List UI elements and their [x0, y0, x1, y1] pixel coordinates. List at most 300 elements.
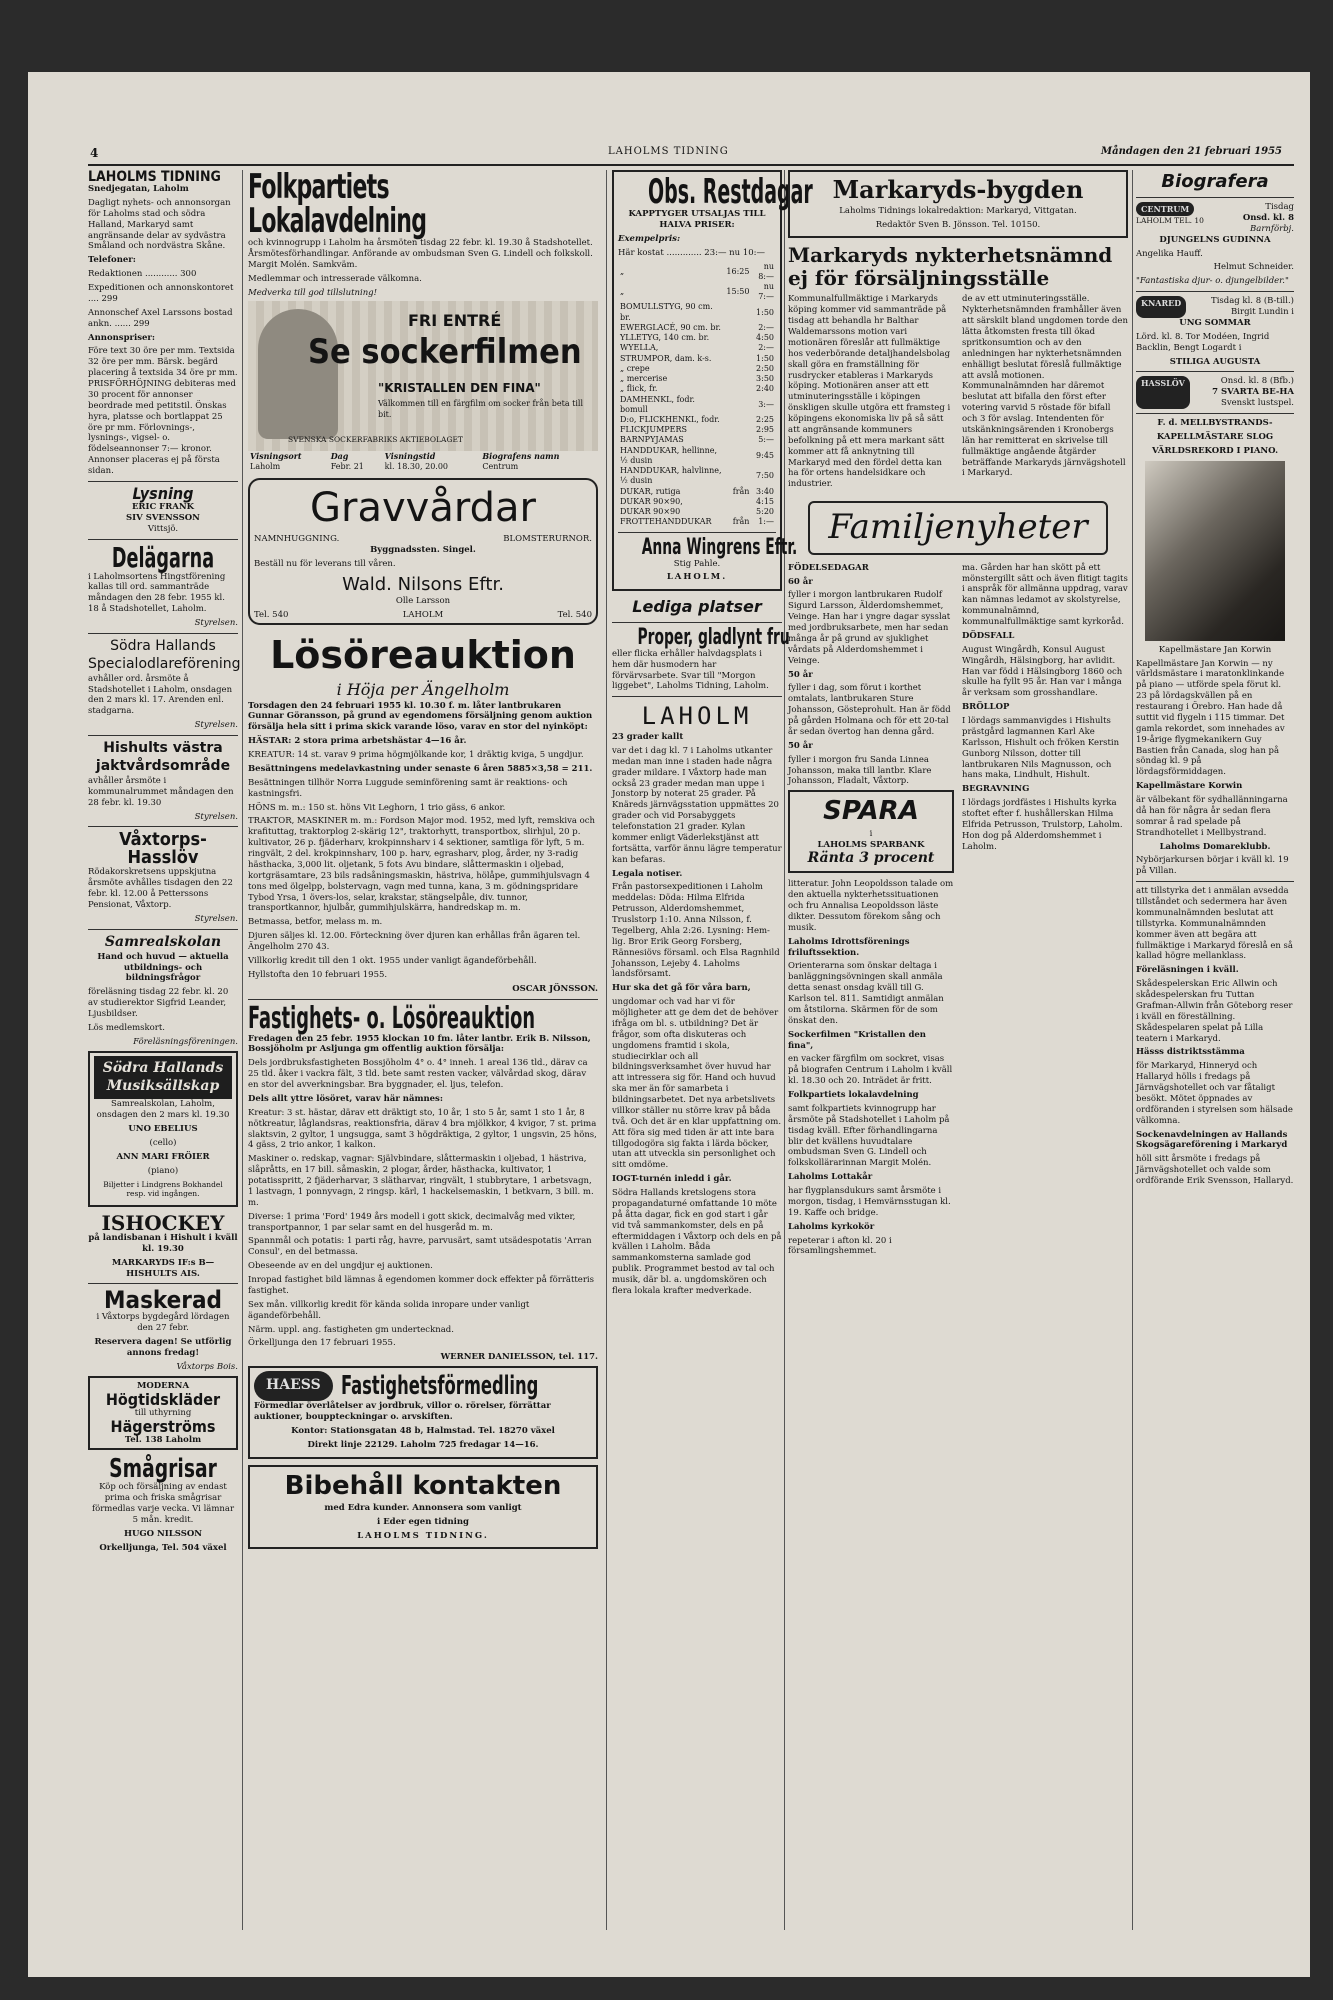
price-cell: 16:25: [726, 266, 750, 276]
korwin-photo: [1145, 461, 1285, 641]
price-cell: 4:50: [756, 333, 774, 343]
price-cell: 7:50: [756, 471, 774, 481]
show-time: Tisdag kl. 8 (B-till.): [1211, 296, 1294, 307]
show-time: Onsd. kl. 8 (Bfb.): [1220, 376, 1294, 387]
price-cell: 9:45: [756, 450, 774, 460]
musik-instrument: (cello): [149, 1138, 177, 1149]
price-cell: [724, 507, 751, 517]
price-row: [618, 323, 776, 333]
price-cell: 2:50: [756, 363, 774, 373]
news-text: för Markaryd, Hinneryd och Hallaryd hölls i fredags på Järnvägshotellet och var fåtaligt besökt. Mötet öppnades av ordföranden i styrelsen som hälsade välkomna.: [1136, 1061, 1293, 1126]
mellby-heading: F. d. MELLBYSTRANDS-: [1157, 418, 1273, 429]
fri-entre: FRI ENTRÉ: [408, 311, 502, 331]
musik-artist: UNO EBELIUS: [128, 1124, 198, 1135]
maskerad-text: Reservera dagen! Se utförlig annons fredag!: [94, 1337, 232, 1359]
price-cell: YLLETYG, 140 cm. br.: [620, 333, 710, 343]
page-header: [28, 146, 1310, 162]
familjenyheter-banner: [808, 501, 1108, 555]
news-text: Kapellmästare Jan Korwin — ny världsmästare i maratonklinkande på piano — utförde spela förut kl. 23 på lördagskvällen på en restaurang i Örebro. Han hade då suttit vid flygeln i 115 timmar. Det gamla rekordet, som innehades av 19-årige flygmekanikern Guy Bastien från Canada, slog han på söndag kl. 9 på lördagsförmiddagen.: [1136, 658, 1285, 778]
maskerad-ad: [88, 1288, 238, 1372]
price-cell: „: [620, 266, 625, 276]
price-cell: [724, 302, 751, 322]
column-2: [248, 167, 598, 1930]
film-quote: "Fantastiska djur- o. djungelbilder.": [1136, 276, 1289, 287]
annonspriser: Före text 30 öre per mm. Textsida 32 öre per mm. Bärsk. begärd placering å textsida 34 öre pr mm. PRISFÖRHÖJNING debiteras med 30 procent för annonser beordrade med petitstil. Önskas hyra, platsse och bortlappat 25 öre pr mm. Förlovnings-, lysnings-, vigsel- o. födelseannonser 7:— kronor. Annonser placeras ej på första sidan.: [88, 346, 238, 476]
loso-text: Villkorlig kredit till den 1 okt. 1955 under vanligt ägandeförbehåll.: [248, 955, 537, 966]
tel-line: Redaktionen ............ 300: [88, 269, 197, 280]
tel-line: Expeditionen och annonskontoret .... 299: [88, 283, 234, 304]
column-divider: [606, 170, 607, 1930]
news-heading: Föreläsningen i kväll.: [1136, 965, 1239, 976]
price-cell: 2:95: [756, 425, 774, 435]
restdagar-heading: Obs. Restdagar: [648, 172, 813, 212]
news-text: att tillstyrka det i anmälan avsedda tillståndet och sedermera har även kommunalnämnden beslutat att tillstyrka. Kommunalnämnden kommer även att begära att fullmäktige i Markaryd föreslå en så kallad högre mellanklass.: [1136, 886, 1293, 962]
price-cell: WYELLA,: [620, 343, 659, 353]
news-text: samt folkpartiets kvinnogrupp har årsmöte på Stadshotellet i Laholm på tisdag kväll. Efter förhandlingarna blir det kvällens huvudtalare ombudsman Sven G. Lindell och folkskollärarinnan Margit Molén.: [788, 1103, 950, 1169]
price-cell: „: [620, 287, 625, 297]
loso-text: Betmassa, betfor, melass m. m.: [248, 917, 383, 928]
grav-tel: Tel. 540: [254, 609, 289, 620]
hogtid-heading: Högtidskläder: [105, 1389, 221, 1409]
ranta: Ränta 3 procent: [807, 850, 935, 867]
price-cell: [724, 446, 751, 466]
folkpartiets-ad: [248, 167, 598, 298]
musik-tickets: Biljetter i Lindgrens Bokhandel resp. vid ingången.: [103, 1179, 223, 1199]
loso-text: HÖNS m. m.: 150 st. höns Vit Leghorn, 1 trio gäss, 6 ankor.: [248, 802, 506, 813]
fast-text: Kreatur: 3 st. hästar, därav ett dräktigt sto, 10 år, 1 sto 5 år, samt 1 sto 1 år, 8 nötkreatur, låglandsras, reaktionsfria, därav 4 bra mjölkkor, 4 kvigor, 7 st. prima slaktsvin, 2 gyltor, 1 ungsugga, samt 3 högdräktiga, 2 gyltor, 1 ungsvin, 25 höns, 4 gäss, 2 trio ankor, 1 kalkon.: [248, 1107, 597, 1151]
table-cell: Laholm: [250, 461, 281, 471]
loso-text: HÄSTAR: 2 stora prima arbetshästar 4—16 år.: [248, 736, 467, 747]
price-cell: 4:15: [756, 496, 774, 506]
header-rule: [88, 164, 1294, 166]
delagarna-text: i Laholmsortens Hingstförening kallas till ord. sammanträde måndagen den 28 febr. 1955 kl. 18 å Stadshotellet, Laholm.: [88, 571, 226, 615]
price-cell: „ crepe: [620, 363, 650, 373]
bib-text: med Edra kunder. Annonsera som vanligt: [324, 1502, 522, 1513]
haess-heading: Fastighetsförmedling: [340, 1371, 539, 1402]
anna-wingrens: Anna Wingrens Eftr.: [641, 534, 798, 560]
markaryd-heading: Markaryds-bygden: [832, 175, 1084, 204]
lysning-heading: Lysning: [132, 483, 194, 503]
price-cell: DUKAR, rutiga: [620, 486, 681, 496]
fast-text: Örkelljunga den 17 februari 1955.: [248, 1338, 396, 1349]
news-text: ungdomar och vad har vi för möjligheter att ge dem det de behöver ifråga om bl. s. utbildning? Det är frågor, som ofta diskuteras och ungdomens framtid i skola, studiecirklar och all bildningsverksamhet över huvud har att intressera sig för. Hand och huvud ska mer än för samarbeta i bildningsarbetet. Det nya arbetslivets villkor ställer nu större krav på båda två. Och det är en klar uppfattning om. Att föra sig med tiden är att inte bara tillgodogöra sig fakta i lärda böcker, utan att utveckla sin personlighet och sitt omdöme.: [612, 997, 782, 1171]
smagrisar-ad: [88, 1456, 238, 1553]
news-text: fyller i dag, som förut i korthet omtalats, lantbrukaren Sture Johansson, Gösteprohult. Han är född på gården Holmana och för ett 20-tal år sedan övertog han denna gård.: [788, 683, 951, 737]
bib-text: LAHOLMS TIDNING.: [357, 1530, 489, 1541]
grav-tel: Tel. 540: [557, 609, 592, 620]
spara-heading: SPARA: [823, 796, 919, 827]
news-heading: Sockenavdelningen av Hallands Skogsägareförening i Markaryd: [1136, 1129, 1288, 1151]
news-heading: Sockerfilmen "Kristallen den fina",: [788, 1029, 926, 1051]
film-title: 7 SVARTA BE-HA: [1212, 387, 1294, 398]
smagrisar-heading: Smågrisar: [109, 1454, 217, 1485]
fastighets-ad: [248, 1000, 598, 1364]
paper-title: LAHOLMS TIDNING: [608, 146, 729, 157]
sparbank-name: LAHOLMS SPARBANK: [817, 839, 925, 850]
fast-text: Inropad fastighet bild lämnas å egendomen kommer dock effekter på förrätteris fastighet.: [248, 1275, 594, 1296]
price-cell: 2:25: [756, 415, 774, 425]
centrum-tel: LAHOLM TEL. 10: [1136, 216, 1204, 226]
film-cast: Lörd. kl. 8. Tor Modéen, Ingrid Backlin, Bengt Logardt i: [1136, 331, 1270, 353]
price-cell: 15:50: [726, 287, 750, 297]
price-row: [618, 435, 776, 445]
maskerad-heading: Maskerad: [104, 1286, 222, 1315]
column-1: [88, 169, 241, 1930]
price-cell: [724, 374, 751, 384]
loso-text: Torsdagen den 24 februari 1955 kl. 10.30 f. m. låter lantbrukaren Gunnar Göransson, på grund av egendomens försäljning genom auktion försälja hela sitt i prima skick varande löso, varav en stor del nyinköpt:: [248, 700, 593, 733]
show-rating: Barnförbj.: [1250, 223, 1294, 234]
price-cell: från: [732, 517, 750, 527]
grav-service: NAMNHUGGNING.: [254, 534, 340, 545]
ishockey-text: på landisbanan i Hishult i kväll kl. 19.30: [88, 1232, 238, 1254]
lysning-name: SIV SVENSSON: [126, 512, 200, 523]
signature: Styrelsen.: [194, 618, 238, 628]
grav-owner: Olle Larsson: [395, 595, 451, 606]
ishockey-ad: [88, 1210, 238, 1280]
news-text: fyller i morgon fru Sanda Linnea Johansson, maka till lantbr. Klare Johansson, Fladalt, Våxtorp.: [788, 754, 932, 787]
price-row: [618, 333, 776, 343]
price-cell: FROTTEHANDDUKAR: [620, 517, 712, 527]
kristallen-title: "KRISTALLEN DEN FINA": [378, 381, 541, 396]
signature: Styrelsen.: [194, 811, 238, 822]
masthead: LAHOLMS TIDNING: [88, 169, 221, 185]
mellby-heading: KAPELLMÄSTARE SLOG: [1156, 431, 1274, 442]
news-heading: Laholms kyrkokör: [788, 1221, 875, 1232]
film-cast: Helmut Schneider.: [1213, 262, 1294, 273]
musik-text: Samrealskolan, Laholm, onsdagen den 2 mars kl. 19.30: [96, 1099, 230, 1121]
price-row: [618, 415, 776, 425]
haess-ad: [248, 1366, 598, 1458]
annonspriser-heading: Annonspriser:: [88, 332, 156, 343]
news-heading: Laholms Domareklubb.: [1159, 841, 1271, 852]
price-cell: nu 8:—: [758, 261, 774, 281]
price-cell: „ mercerise: [620, 374, 668, 384]
price-cell: DAMHENKL, fodr. bomull: [620, 394, 695, 414]
musik-heading: Södra Hallands Musiksällskap: [94, 1056, 232, 1100]
price-cell: [724, 435, 751, 445]
fast-text: Fredagen den 25 febr. 1955 klockan 10 fm. låter lantbr. Erik B. Nilsson, Bossjöholm pr Asljunga gm offentlig auktion försälja:: [248, 1033, 591, 1055]
lysning-name: ERIC FRANK: [131, 501, 195, 512]
musik-artist: ANN MARI FRÖIER: [116, 1151, 210, 1162]
price-cell: [724, 333, 751, 343]
price-row: [618, 507, 776, 517]
maskerad-text: i Våxtorps bygdegård lördagen den 27 febr.: [96, 1312, 230, 1334]
news-heading: IOGT-turnén inledd i går.: [612, 1174, 732, 1185]
price-cell: DUKAR 90×90,: [620, 496, 683, 506]
price-cell: nu 7:—: [758, 281, 774, 302]
price-row: [618, 302, 776, 322]
price-row: [618, 517, 776, 527]
signature: Föreläsningsföreningen.: [133, 1036, 238, 1047]
news-text: fyller i morgon lantbrukaren Rudolf Sigurd Larsson, Älderdomshemmet, Veinge. Han har i yngre dagar sysslat med jordbruksarbete, men har sedan många år på grund av sjuklighet vårdats på Alderdomshemmet i Veinge.: [788, 590, 951, 666]
signature: Styrelsen.: [194, 913, 238, 924]
news-heading: Laholms Idrottsförenings friluftssektion.: [788, 936, 910, 958]
price-row: [618, 446, 776, 466]
hishult-text: avhåller årsmöte i kommunalrummet måndagen den 28 febr. kl. 19.30: [88, 775, 234, 808]
price-cell: [724, 343, 751, 353]
age-heading: 50 år: [788, 740, 813, 751]
restdagar-sub: KAPPTYGER UTSALJAS TILL HALVA PRISER:: [628, 209, 766, 230]
price-cell: [724, 384, 751, 394]
news-text: var det i dag kl. 7 i Laholms utkanter medan man inne i staden hade några grader mildare. I Våxtorp hade man också 23 grader medan man uppe i Jonstorp by noterat 25 grader. På Knäreds järnvägsstation uppmättes 20 grader och vid Porsabyggets telefonstation 21 grader. Kylan kommer enligt Väderlekstjänst att fortsätta, varför ännu lägre temperatur kan befaras.: [612, 745, 782, 865]
grav-town: LAHOLM: [402, 609, 444, 620]
news-heading: DÖDSFALL: [962, 630, 1015, 641]
folkpartiets-text: Medverka till god tillslutning!: [248, 287, 378, 298]
hagerstroms-name: Hägerströms: [110, 1416, 216, 1436]
vaxtorps-heading: Våxtorps-Hasslöv: [119, 829, 207, 869]
musik-ad: [88, 1051, 238, 1207]
signature: OSCAR JÖNSSON.: [512, 983, 598, 994]
proper-text: eller flicka erhåller halvdagsplats i hem där husmodern har förvärvsarbete. Svar till "Morgon liggebet", Laholms Tidning, Laholm.: [612, 648, 769, 692]
bibehall-ad: [248, 1465, 598, 1550]
price-cell: HANDDUKAR, halvlinne, ½ dusin: [620, 466, 722, 486]
knared-logo: KNARED: [1136, 296, 1186, 318]
loso-text: KREATUR: 14 st. varav 9 prima högmjölkande kor, 1 dräktig kviga, 5 ungdjur.: [248, 750, 584, 761]
ishockey-heading: ISHOCKEY: [101, 1210, 225, 1235]
column-divider: [242, 170, 243, 1930]
gravvardar-ad: [248, 478, 598, 626]
fast-text: Sex mån. villkorlig kredit för kända solida inropare under vanligt ägandeförbehåll.: [248, 1299, 530, 1321]
anna-town: LAHOLM.: [666, 572, 728, 583]
losoreauktion-sub: i Höja per Ängelholm: [336, 680, 510, 700]
news-text: I lördags jordfästes i Hishults kyrka stoftet efter f. hushållerskan Hilma Elfrida Petrusson, Trulstorp, Laholm. Hon dog på Alderdomshemmet i Laholm.: [962, 798, 1123, 852]
price-row: [618, 354, 776, 364]
fast-text: Obeseende av en del ungdjur ej auktionen.: [248, 1261, 433, 1272]
price-row: [618, 384, 776, 394]
film-title: DJUNGELNS GUDINNA: [1159, 234, 1271, 245]
losoreauktion-ad: [248, 631, 598, 994]
show-time: Onsd. kl. 8: [1242, 212, 1294, 223]
hishult-ad: [88, 740, 238, 822]
table-header: Dag: [330, 451, 349, 462]
smagrisar-text: Köp och försäljning av endast prima och friska smågrisar förmedlas varje vecka. Vi lämnar 5 mån. kredit.: [91, 1482, 235, 1526]
signature: WERNER DANIELSSON, tel. 117.: [440, 1352, 598, 1363]
price-cell: „ flick, fr.: [620, 384, 658, 394]
price-cell: [724, 466, 751, 486]
folkpartiets-heading: Folkpartiets Lokalavdelning: [248, 167, 427, 241]
smagrisar-tel: Orkelljunga, Tel. 504 växel: [99, 1542, 227, 1553]
price-cell: [724, 415, 751, 425]
price-row: [618, 466, 776, 486]
news-text: Orienterarna som önskar deltaga i banläggningsövningen skall anmäla detta senast onsdag kväll till G. Karlson tel. 811. Samtidigt anmälan om åtstilorna. Skärmen för de som önskat den.: [788, 961, 944, 1026]
sugar-beet-illustration: [258, 309, 338, 439]
news-heading: Hur ska det gå för våra barn,: [612, 983, 751, 994]
loso-text: Besättningen tillhör Norra Luggude seminförening samt är reaktions- och kastningsfri.: [248, 777, 568, 799]
news-heading: Folkpartiets lokalavdelning: [788, 1090, 919, 1101]
fast-text: Dels jordbruksfastigheten Bossjöholm 4° o. 4° inneh. 1 areal 136 tld., därav ca 25 tld. åker i vackra fält, 3 tld. bete samt resten vacker, välvårdad skog, därav en stor del avverkningsbar. Bra byggnader, el. ljus, telefon.: [248, 1058, 588, 1091]
table-header: Visningsort: [250, 451, 302, 462]
price-row: [618, 364, 776, 374]
sockerfilmen-ad: [248, 301, 598, 451]
price-row: Här kostat ............. 23:— nu 10:—: [618, 247, 766, 258]
price-row: [618, 395, 776, 415]
samreal-ad: [88, 934, 238, 1048]
price-row: [618, 282, 776, 302]
sodra-text: avhåller ord. årsmöte å Stadshotellet i Laholm, onsdagen den 2 mars kl. 17. Arenden enl. stadgarna.: [88, 673, 233, 717]
markaryd-banner: [788, 170, 1128, 238]
column-5: [1136, 170, 1294, 1930]
nykter-heading: Markaryds nykterhetsnämnd ej för försäljningsställe: [788, 243, 1113, 291]
hishult-heading: Hishults västra jaktvårdsområde: [95, 740, 231, 774]
loso-text: Besättningens medelavkastning under senaste 6 åren 5885×3,58 = 211.: [248, 763, 593, 774]
show-time: Tisdag: [1265, 202, 1294, 213]
samreal-text: Lös medlemskort.: [88, 1022, 165, 1033]
delagarna-ad: [88, 540, 238, 629]
grav-text: Beställ nu för leverans till våren.: [254, 558, 396, 569]
fastighets-heading: Fastighets- o. Lösöreauktion: [248, 1000, 536, 1036]
laholm-section-heading: LAHOLM: [641, 702, 753, 731]
uthyrning-label: till uthyrning: [134, 1407, 192, 1418]
bib-text: i Eder egen tidning: [377, 1516, 469, 1527]
signature: Våxtorps Bois.: [176, 1361, 238, 1372]
address: Snedjegatan, Laholm: [88, 184, 189, 194]
news-text: I lördags sammanvigdes i Hishults prästgård lagmannen Karl Ake Karlsson, Hishult och fröken Kerstin Gunborg Nilsson, dotter till lantbrukaren Nils Magnusson, och hans maka, Lindhult, Hishult.: [962, 716, 1120, 781]
price-cell: 3:—: [758, 399, 774, 409]
news-text: Nybörjarkursen börjar i kväll kl. 19 på Villan.: [1136, 855, 1289, 877]
film-cast: Birgit Lundin i: [1231, 307, 1294, 318]
loso-text: Hyllstofta den 10 februari 1955.: [248, 969, 388, 980]
news-text: August Wingårdh, Konsul August Wingårdh, Hälsingborg, har avlidit. Han var född i Hälsingborg 1860 och skulle ha fyllt 95 år. Han var i många år verksam som grosshandlare.: [962, 644, 1123, 699]
table-cell: Centrum: [482, 461, 519, 471]
lediga-platser-heading: Lediga platser: [632, 597, 762, 617]
valkommen-text: Välkommen till en färgfilm om socker från beta till bit.: [378, 399, 584, 419]
table-cell: Febr. 21: [330, 461, 364, 471]
column-4: [788, 170, 1128, 1930]
price-row: [618, 262, 776, 282]
news-text: Södra Hallands kretslogens stora propagandaturné omfattande 10 möte på åtta dagar, fick en god start i går vid två sammankomster, dels en på eftermiddagen i Våxtorp och dels en på kvällen i Laholm. Båda sammankomsterna samlade god publik. Programmet bestod av tal och musik, där bl. a. ungdomskören och flera lokala krafter medverkade.: [612, 1188, 782, 1296]
proper-heading: Proper, gladlynt fru: [637, 624, 790, 650]
news-text: Skådespelerskan Eric Allwin och skådespelerskan fru Tuttan Grafman-Allwin från Göteborg reser i kväll en föreställning. Skådespelaren spelat på Lilla teatern i Markaryd.: [1136, 979, 1293, 1044]
news-text: litteratur. John Leopoldsson talade om den aktuella nykterhetssituationen och fru Annalisa Leopoldsson läste dikter. Dessutom förekom sång och musik.: [788, 879, 954, 933]
lysning-ad: [88, 483, 238, 535]
hagerstroms-tel: Tel. 138 Laholm: [124, 1434, 202, 1445]
markaryd-info: Laholms Tidnings lokalredaktion: Markaryd, Vittgatan.: [839, 205, 1077, 216]
news-text: är välbekant för sydhallänningarna då han för några år sedan flera somrar å rad spelade på Strandhotellet i Mellbystrand.: [1136, 795, 1288, 838]
telefoner-heading: Telefoner:: [88, 255, 136, 266]
hagerstroms-ad: [88, 1376, 238, 1451]
news-text: höll sitt årsmöte i fredags på Järnvägshotellet och valde som ordförande Erik Svensson, Hallaryd.: [1136, 1154, 1294, 1187]
price-cell: [724, 497, 751, 507]
film-genre: Svenskt lustspel.: [1221, 398, 1294, 409]
fast-text: Spannmål och potatis: 1 parti råg, havre, parvusärt, samt utsädespotatis 'Arran Consul', en del betmassa.: [248, 1236, 592, 1258]
page-number: 4: [90, 146, 99, 160]
page-date: Måndagen den 21 februari 1955: [1101, 146, 1282, 157]
vaxtorps-text: Rödakorskretsens uppskjutna årsmöte avhålles tisdagen den 22 febr. kl. 12.00 å Petterssons Pensionat, Våxtorp.: [88, 867, 233, 910]
anna-owner: Stig Pahle.: [673, 558, 721, 569]
news-heading: Kapellmästare Korwin: [1136, 781, 1243, 792]
table-header: Biografens namn: [482, 451, 560, 462]
price-cell: 2:40: [756, 384, 774, 394]
price-cell: [724, 364, 751, 374]
sodra-heading: Södra Hallands Specialodlareförening: [88, 637, 241, 672]
haess-logo: HAESS: [254, 1371, 333, 1401]
grav-text: Byggnadssten. Singel.: [370, 544, 476, 555]
film-title: STILIGA AUGUSTA: [1169, 356, 1261, 367]
film-cast: Angelika Hauff.: [1136, 248, 1203, 259]
price-cell: [724, 323, 751, 333]
table-cell: kl. 18.30, 20.00: [384, 461, 449, 471]
delagarna-heading: Delägarna: [111, 540, 215, 574]
grav-firm: Wald. Nilsons Eftr.: [342, 573, 504, 595]
price-cell: FLICKJUMPERS: [620, 425, 687, 435]
price-cell: [724, 425, 751, 435]
photo-caption: Kapellmästare Jan Korwin: [1158, 644, 1272, 655]
age-heading: 60 år: [788, 576, 813, 587]
familjenyheter-heading: Familjenyheter: [828, 507, 1088, 548]
markaryd-info: Redaktör Sven B. Jönsson. Tel. 10150.: [875, 219, 1041, 230]
folkpartiets-text: Medlemmar och intresserade välkomna.: [248, 273, 422, 284]
fast-text: Dels allt yttre lösöret, varav här nämnes:: [248, 1093, 443, 1104]
price-cell: D:o, FLICKHENKL, fodr.: [620, 415, 720, 425]
price-cell: BOMULLSTYG, 90 cm. br.: [620, 302, 713, 322]
price-cell: 2:—: [758, 322, 774, 332]
news-heading: BEGRAVNING: [962, 784, 1030, 795]
vaxtorps-ad: [88, 831, 238, 924]
fast-text: Närm. uppl. ang. fastigheten gm undertecknad.: [248, 1324, 454, 1335]
fast-text: Maskiner o. redskap, vagnar: Självbindare, slåttermaskin i oljebad, 1 hästriva, slåpråtts, en 17 bill. såmaskin, 2 plogar, årder, hästhacka, kultivator, 1 potatisspritt, 2 fjäderharvar, 3 slätharvar, ringvält, 1 stubbrytare, 1 arbetsvagn, 1 lastvagn, 1 ponnyvagn, 2 ringsp. kärl, 1 hackelsemaskin, 1 betkvarn, 3 bill. m. m.: [248, 1154, 594, 1208]
film-title: UNG SOMMAR: [1179, 317, 1251, 328]
price-cell: [724, 354, 751, 364]
signature: Styrelsen.: [194, 720, 238, 731]
svenska-sockerfabrik: SVENSKA SOCKERFABRIKS AKTIEBOLAGET: [288, 435, 463, 445]
price-cell: 5:20: [756, 507, 774, 517]
column-divider: [784, 170, 785, 1930]
intro: Dagligt nyhets- och annonsorgan för Laholms stad och södra Halland, Markaryd samt angränsande delar av sydvästra Småland och nordvästra Skåne.: [88, 197, 231, 252]
haess-text: Direkt linje 22129. Laholm 725 fredagar 14—16.: [307, 1439, 539, 1450]
news-text: Från pastorsexpeditionen i Laholm meddelas: Döda: Hilma Elfrida Petrusson, Alderdomshemmet, Truslstorp 1:10. Anna Nilsson, f. Tegelberg, Ahla 2:26. Lysning: Hem-lig. Bror Erik Georg Forsberg, Rännesiövs församl. och Elsa Ragnhild Johansson, Lejeby 4. Laholms landsförsamt.: [612, 882, 780, 980]
samreal-topic: Hand och huvud — aktuella utbildnings- och bildningsfrågor: [97, 951, 229, 984]
moderna-label: MODERNA: [136, 1380, 190, 1391]
news-heading: Legala notiser.: [612, 868, 683, 879]
lysning-place: Vittsjö.: [147, 523, 179, 534]
samreal-heading: Samrealskolan: [104, 933, 222, 950]
tel-line: Annonschef Axel Larssons bostad ankn. ...... 299: [88, 307, 233, 329]
news-heading: BRÖLLOP: [962, 702, 1010, 713]
price-cell: 5:—: [758, 435, 774, 445]
smagrisar-name: HUGO NILSSON: [123, 1528, 203, 1539]
price-cell: [724, 395, 751, 415]
loso-text: Djuren säljes kl. 12.00. Förteckning över djuren kan erhållas från ägaren tel. Ängelholm 270 43.: [248, 931, 581, 953]
news-heading: 23 grader kallt: [612, 732, 684, 743]
hasslov-logo: HASSLÖV: [1136, 376, 1190, 409]
samreal-text: föreläsning tisdag 22 febr. kl. 20 av studierektor Sigfrid Leander, Ljusbildser.: [88, 987, 229, 1020]
news-heading: Hässs distriktsstämma: [1136, 1047, 1245, 1058]
sodra-ad: [88, 637, 241, 731]
age-heading: 50 år: [788, 669, 813, 680]
price-cell: DUKAR 90×90: [620, 507, 681, 517]
newspaper-page: [28, 72, 1310, 1977]
price-row: [618, 374, 776, 384]
column-divider: [1132, 170, 1133, 1930]
exempelpris: Exempelpris:: [618, 233, 681, 244]
sparbank-ad: [788, 790, 954, 873]
price-table: [618, 262, 776, 528]
price-cell: 3:50: [756, 374, 774, 384]
news-text: har flygplansdukurs samt årsmöte i morgon, tisdag, i Hemvärnsstugan kl. 19. Kaffe och bridge.: [788, 1186, 951, 1218]
price-cell: 1:50: [756, 353, 774, 363]
news-heading: FÖDELSEDAGAR: [788, 562, 869, 573]
price-cell: BARNPYJAMAS: [620, 435, 684, 445]
ishockey-teams: MARKARYDS IF:s B— HISHULTS AIS.: [111, 1257, 215, 1279]
loso-text: TRAKTOR, MASKINER m. m.: Fordson Major mod. 1952, med lyft, remskiva och krafituttag, traktorplog 2-skärig 12", traktorhytt, transportbox, slirhjul, 20 p. kultivator, 26 p. fjäderharv, krokpinnsharv i 4 sektioner, samtliga för lyft, 5 m. ringvält, 2 del. krokpinnsharv, 100 p. harv, egrasharv, plog, årder, ny 3-radig hästhacka, 3,000 lit. oljetank, 5 fots Avu bindare, slåttermaskin i oljebad, kortgräsamtare, 23 bils radsåningsmaskin, hästriva, hölåpe, gummihjulsvagn 4 tons med ölgelpp, bolstervagn, vagn med tunna, kana, 3 m. gödningspridare Tybod Yrsa, 1 övers-los, selar, krakstar, stängselpåle, div. tunnor, transportkannor, hjulbår, gummihjulskärra, handredskap m. m.: [248, 816, 595, 914]
news-text: repeterar i afton kl. 20 i församlingshemmet.: [788, 1235, 892, 1257]
bibehall-heading: Bibehåll kontakten: [284, 1470, 562, 1501]
price-row: [618, 487, 776, 497]
nykter-text: Kommunalfullmäktige i Markaryds köping kommer vid sammanträde på tisdag att behandla hr Balthar Waldemarssons motion vari motionären föreslår att fullmäktige hos vederbörande detaljhandelsbolag skall göra en framställning för rusdrycker etableras i Markaryds köping. Motionären anser att ett utminuteringsställe i köpingen önskligen skulle utgöra ett framsteg i köpingens ekonomiska liv på så sätt att angränsande kommuners befolkning på ett mera markant sätt kommer att få anknytning till Markaryd med den fördel detta kan ha för ortens handelsidkare och industrier.: [788, 294, 951, 490]
nykter-text: de av ett utminuteringsställe. Nykterhetsnämnden framhåller även att särskilt bland ungdomen torde den lätta åtkomsten fresta till ökad spritkonsumtion och av den anledningen har nykterhetsnämnden enhälligt beslutat föreslå fullmäktige att avslå motionen. Kommunalnämnden har däremot beslutat att bifalla den först efter votering varvid 5 röstade för bifall och 3 för avslag. Intendenten för utskänkningsärenden i Kronobergs län har remitterat en skrivelse till fullmäktige angående åtgärder beträffande Markaryds järnvägshotell i Markaryd.: [962, 294, 1128, 479]
news-text: ma. Gården har han skött på ett mönstergillt sätt och även flitigt tagits i anspråk för allmänna uppdrag, varav kan nämnas ledamot av skolstyrelse, kommunalnämnd, kommunalfullmäktige samt kyrkoråd.: [962, 562, 1128, 628]
grav-service: BLOMSTERURNOR.: [503, 534, 592, 545]
